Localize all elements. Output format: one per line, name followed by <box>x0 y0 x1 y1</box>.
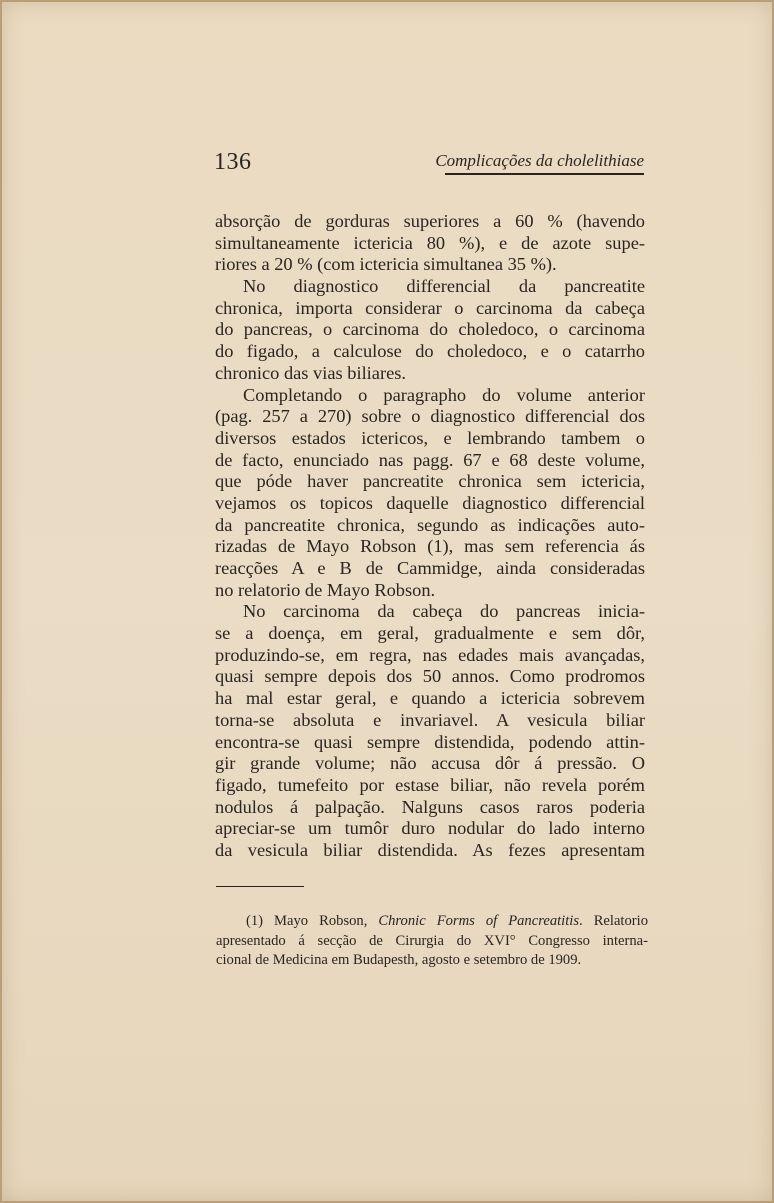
text-line: no relatorio de Mayo Robson. <box>215 579 436 600</box>
text-line: Completando o paragrapho do volume anterior <box>243 384 645 405</box>
text-line: gir grande volume; não accusa dôr á pressão. O <box>215 753 645 774</box>
text-line: (pag. 257 a 270) sobre o diagnostico differencial dos <box>215 406 645 427</box>
text-line: No diagnostico differencial da pancreatite <box>243 276 645 297</box>
footnote-line: cional de Medicina em Budapesth, agosto e setembro de 1909. <box>216 952 582 968</box>
text-line: do pancreas, o carcinoma do choledoco, o carcinoma <box>215 319 645 340</box>
text-line: absorção de gorduras superiores a 60 % (havendo <box>215 211 645 231</box>
text-line: torna-se absoluta e invariavel. A vesicula biliar <box>215 709 645 730</box>
text-line: se a doença, em geral, gradualmente e sem dôr, <box>215 623 645 644</box>
text-line: chronica, importa considerar o carcinoma da cabeça <box>215 297 645 318</box>
text-line: nodulos á palpação. Nalguns casos raros poderia <box>215 796 645 817</box>
text-line: que póde haver pancreatite chronica sem ictericia, <box>215 471 645 492</box>
text-line: quasi sempre depois dos 50 annos. Como prodromos <box>215 666 645 687</box>
footnote-cited-title: Chronic Forms of Pancreatitis <box>378 913 580 929</box>
footnote-marker-text: (1) Mayo Robson, <box>246 913 379 929</box>
text-line: da pancreatite chronica, segundo as indicações auto- <box>215 514 645 535</box>
text-line: apreciar-se um tumôr duro nodular do lado interno <box>215 818 645 839</box>
header-rule <box>445 173 644 175</box>
body-text <box>215 211 645 862</box>
text-line: figado, tumefeito por estase biliar, não revela porém <box>215 774 645 795</box>
text-line: da vesicula biliar distendida. As fezes apresentam <box>215 839 645 860</box>
footnote-rule <box>216 886 304 887</box>
page-header <box>214 148 644 178</box>
text-line: produzindo-se, em regra, nas edades mais avançadas, <box>215 644 645 665</box>
text-line: No carcinoma da cabeça do pancreas inicia- <box>243 601 645 622</box>
text-line: do figado, a calculose do choledoco, e o catarrho <box>215 341 645 362</box>
footnote-line <box>216 912 648 932</box>
text-line: vejamos os topicos daquelle diagnostico differencial <box>215 492 645 513</box>
text-line: diversos estados ictericos, e lembrando tambem o <box>215 427 645 448</box>
text-line: riores a 20 % (com ictericia simultanea 35 %). <box>215 254 557 275</box>
text-line: rizadas de Mayo Robson (1), mas sem referencia ás <box>215 536 645 557</box>
text-line: reacções A e B de Cammidge, ainda consideradas <box>215 558 645 578</box>
page-number: 136 <box>214 149 252 175</box>
footnote-line: apresentado á secção de Cirurgia do XVI° Congresso interna- <box>216 932 648 949</box>
text-line: de facto, enunciado nas pagg. 67 e 68 deste volume, <box>215 449 645 470</box>
footnote <box>216 912 648 971</box>
text-line: ha mal estar geral, e quando a ictericia sobrevem <box>215 688 645 709</box>
running-head: Complicações da cholelithiase <box>435 151 644 170</box>
text-line: chronico das vias biliares. <box>215 362 407 383</box>
text-line: simultaneamente ictericia 80 %), e de azote supe- <box>215 232 645 253</box>
text-line: encontra-se quasi sempre distendida, podendo attin- <box>215 731 645 752</box>
footnote-text: . Relatorio <box>579 913 648 929</box>
